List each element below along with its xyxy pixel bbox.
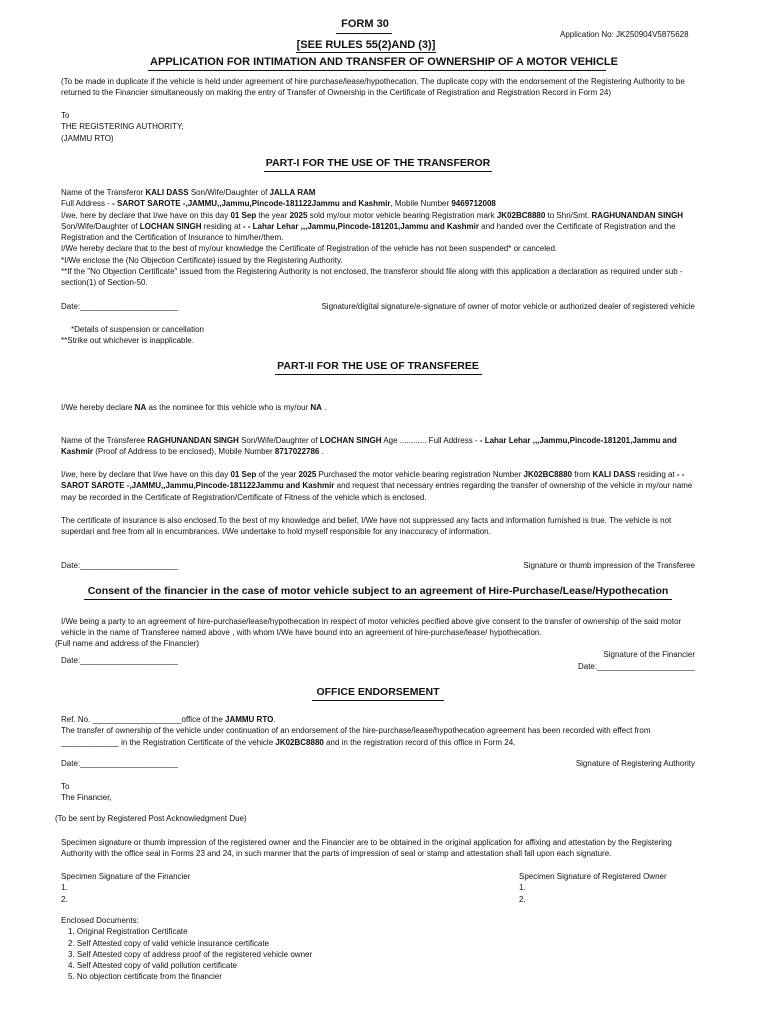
- list-item: 2. Self Attested copy of valid vehicle insurance certificate: [68, 938, 269, 948]
- transferee-details: Name of the Transferee RAGHUNANDAN SINGH Son/Wife/Daughter of LOCHAN SINGH Age ............ Full Address - - Lahar Lehar ,,,Jammu,Pincode-181201,Jammu and Kashmir (Proof of Address to be enclosed), Mobile Number 8717022786 .: [61, 436, 677, 457]
- list-item: 5. No objection certificate from the financier: [68, 972, 222, 982]
- office-underline: [312, 700, 444, 701]
- list-item: 3. Self Attested copy of address proof of the registered vehicle owner: [68, 949, 313, 959]
- form-title: APPLICATION FOR INTIMATION AND TRANSFER OF OWNERSHIP OF A MOTOR VEHICLE: [150, 56, 618, 68]
- consent-heading: Consent of the financier in the case of motor vehicle subject to an agreement of Hire-Purchase/Lease/Hypothecation: [87, 585, 669, 597]
- financier-address: To The Financier,: [61, 782, 112, 803]
- specimen-instructions: Specimen signature or thumb impression of the registered owner and the Financier are to be obtained in the original application for affixing and attestation by the Registering Authority with the office seal in Forms 23 and 24, in such manner that the parts of impression of seal or stamp and attestation shall fall upon each signature.: [61, 838, 672, 859]
- transferee-signature-label: Signature or thumb impression of the Transferee: [523, 561, 695, 570]
- part1-date-field: Date:______________________: [61, 302, 179, 311]
- part2-heading: PART-II FOR THE USE OF TRANSFEREE: [277, 360, 479, 372]
- consent-body: I/We being a party to an agreement of hire-purchase/lease/hypothecation in respect of motor vehicles pecified above give consent to the transfer of ownership of the said motor vehicle in the name of Transferee named above , with whom I/We have bound into an agreement of hire-purchase/lease/ hypothecation.: [61, 617, 682, 638]
- office-date-field: Date:______________________: [61, 759, 179, 768]
- part1-notes: *Details of suspension or cancellation **Strike out whichever is inapplicable.: [61, 325, 204, 346]
- insurance-declaration: The certificate of insurance is also enclosed.To the best of my knowledge and belief, I/We have not suppressed any facts and information furnished is true. The vehicle is not superdari and free from all in encumbrances. I/We undertake to hold myself responsible for any inaccuracy of information.: [61, 516, 672, 537]
- rules-reference: [SEE RULES 55(2)AND (3)]: [296, 39, 436, 51]
- list-item: 4. Self Attested copy of valid pollution certificate: [68, 961, 237, 971]
- part2-date-field: Date:______________________: [61, 561, 179, 570]
- list-item: 1. Original Registration Certificate: [68, 927, 188, 937]
- form-number-underline: [336, 33, 392, 34]
- intro-note: (To be made in duplicate if the vehicle is held under agreement of hire purchase/lease/hypothecation. The duplicate copy with the endorsement of the Registering Authority to be returned to the Financier simultaneously on making the entry of Transfer of Ownership in the Certificate of Registration and Registration Record in Form 24): [61, 77, 685, 98]
- part1-body: Name of the Transferor KALI DASS Son/Wife/Daughter of JALLA RAM Full Address - - SAROT SAROTE -,JAMMU,,Jammu,Pincode-181122Jammu and Kashmir, Mobile Number 9469712008 I/we, here by declare that I/we have on this day 01 Sep the year 2025 sold my/our motor vehicle bearing Registration mark JK02BC8880 to Shri/Smt. RAGHUNANDAN SINGH Son/Wife/Daughter of LOCHAN SINGH residing at - - Lahar Lehar ,,,Jammu,Pincode-181201,Jammu and Kashmir and handed over the Certificate of Registration and the Registration and the Certification of Insurance to him/her/them. I/We hereby declare that to the best of my/our knowledge the Certificate of Registration of the vehicle has not been suspended* or canceled. *I/We enclose the (No Objection Certificate) issued by the Registering Authority. **If the "No Objection Certificate" issued from the Registering Authority is not enclosed, the transferor should file along with this application a declaration as required under sub - section(1) of Section-50.: [61, 188, 684, 288]
- financier-signature-label: Signature of the Financier: [603, 650, 695, 659]
- office-endorsement-body: Ref. No. ____________________office of the JAMMU RTO. The transfer of ownership of the vehicle under continuation of an endorsement of the hire-purchase/lease/hypothecation agreement has been recorded with effect from _____________ in the Registration Certificate of the vehicle JK02BC8880 and in the registration record of this office in Form 24.: [61, 715, 651, 747]
- application-number: Application No: JK250904V5875628: [560, 30, 689, 39]
- part1-signature-label: Signature/digital signature/e-signature of owner of motor vehicle or authorized dealer of registered vehicle: [321, 302, 695, 311]
- nominee-declaration: I/We hereby declare NA as the nominee for this vehicle who is my/our NA .: [61, 403, 327, 412]
- office-heading: OFFICE ENDORSEMENT: [316, 686, 440, 698]
- owner-specimen-block: Specimen Signature of Registered Owner 1. 2.: [519, 872, 667, 904]
- rules-underline: [296, 52, 436, 53]
- enclosed-documents: Enclosed Documents: 1. Original Registration Certificate 2. Self Attested copy of valid vehicle insurance certificate 3. Self Attested copy of address proof of the registered vehicle owner 4. Self Attested copy of valid pollution certificate 5. No objection certificate from the financier: [61, 916, 313, 982]
- part1-heading: PART-I FOR THE USE OF THE TRANSFEROR: [265, 157, 491, 169]
- part2-underline: [275, 374, 482, 375]
- registered-post-note: (To be sent by Registered Post Acknowledgment Due): [55, 814, 247, 823]
- part1-underline: [264, 171, 492, 172]
- purchase-declaration: I/we, here by declare that I/we have on this day 01 Sep of the year 2025 Purchased the motor vehicle bearing registration Number JK02BC8880 from KALI DASS residing at - - SAROT SAROTE -,JAMMU,,Jammu,Pincode-181122Jammu and Kashmir and request that necessary entries regarding the transfer of ownership of the vehicle in my/our name may be recorded in the Certificate of Registration/Certificate of Fitness of the vehicle which is enclosed.: [61, 470, 693, 502]
- financier-name-label: (Full name and address of the Financier): [55, 639, 200, 648]
- address-to: To THE REGISTERING AUTHORITY, (JAMMU RTO): [61, 111, 184, 143]
- title-underline: [148, 70, 606, 71]
- registering-authority-signature-label: Signature of Registering Authority: [575, 759, 695, 768]
- consent-underline: [84, 599, 672, 600]
- consent-date-field: Date:______________________: [61, 656, 179, 665]
- financier-specimen-block: Specimen Signature of the Financier 1. 2.: [61, 872, 191, 904]
- financier-date-field: Date:______________________: [577, 662, 695, 671]
- form-number: FORM 30: [341, 18, 389, 30]
